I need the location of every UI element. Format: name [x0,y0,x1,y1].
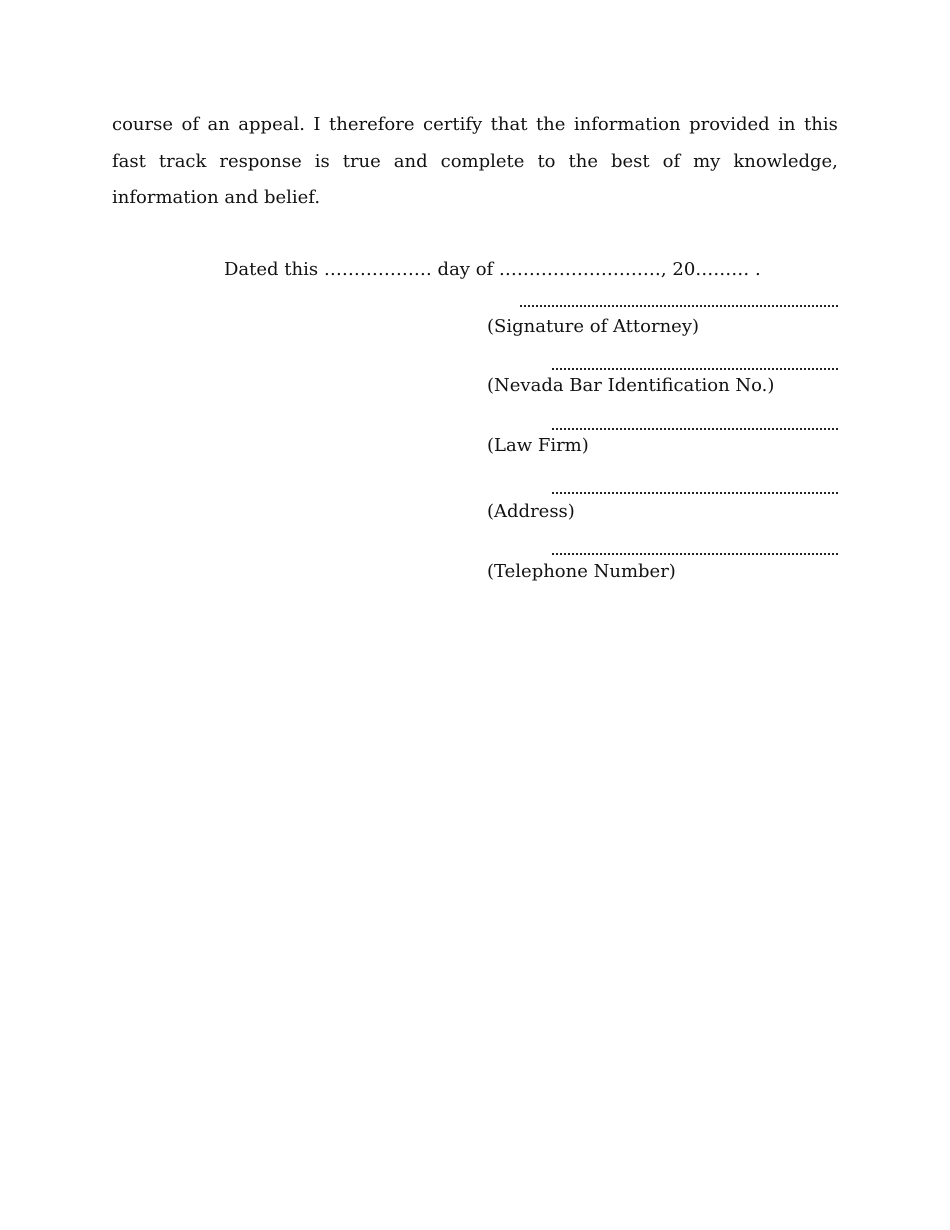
paragraph-word: and [393,151,428,172]
paragraph-word: appeal. [238,114,305,135]
bar-id-label: (Nevada Bar Identification No.) [487,375,775,396]
signature-label: (Signature of Attorney) [487,316,700,337]
telephone-dotted-line [552,553,838,555]
address-label: (Address) [487,501,575,522]
paragraph-word: to [537,151,556,172]
paragraph-word: of [181,114,199,135]
dated-line: Dated this ……………… day of ………………………, 20……… . [224,259,761,280]
paragraph-word: certify [423,114,483,135]
paragraph-line-3: information and belief. [112,187,321,208]
address-dotted-line [552,492,838,494]
paragraph-word: provided [689,114,770,135]
paragraph-word: course [112,114,174,135]
paragraph-line-1 [112,113,838,137]
bar-id-dotted-line [552,368,838,370]
paragraph-word: an [207,114,230,135]
law-firm-dotted-line [552,428,838,430]
paragraph-word: I [313,114,321,135]
paragraph-word: the [568,151,598,172]
paragraph-word: my [693,151,721,172]
paragraph-word: information [573,114,681,135]
paragraph-word: therefore [329,114,415,135]
telephone-label: (Telephone Number) [487,561,676,582]
paragraph-word: fast [112,151,146,172]
law-firm-label: (Law Firm) [487,435,589,456]
paragraph-word: in [778,114,796,135]
paragraph-word: true [342,151,381,172]
paragraph-word: complete [440,151,525,172]
paragraph-word: response [219,151,302,172]
paragraph-word: this [804,114,838,135]
paragraph-word: knowledge, [733,151,838,172]
paragraph-word: is [314,151,330,172]
paragraph-word: track [158,151,207,172]
paragraph-line-2 [112,150,838,174]
signature-dotted-line [520,305,838,307]
paragraph-word: the [535,114,566,135]
paragraph-word: that [490,114,528,135]
paragraph-word: best [610,151,650,172]
paragraph-word: of [662,151,681,172]
